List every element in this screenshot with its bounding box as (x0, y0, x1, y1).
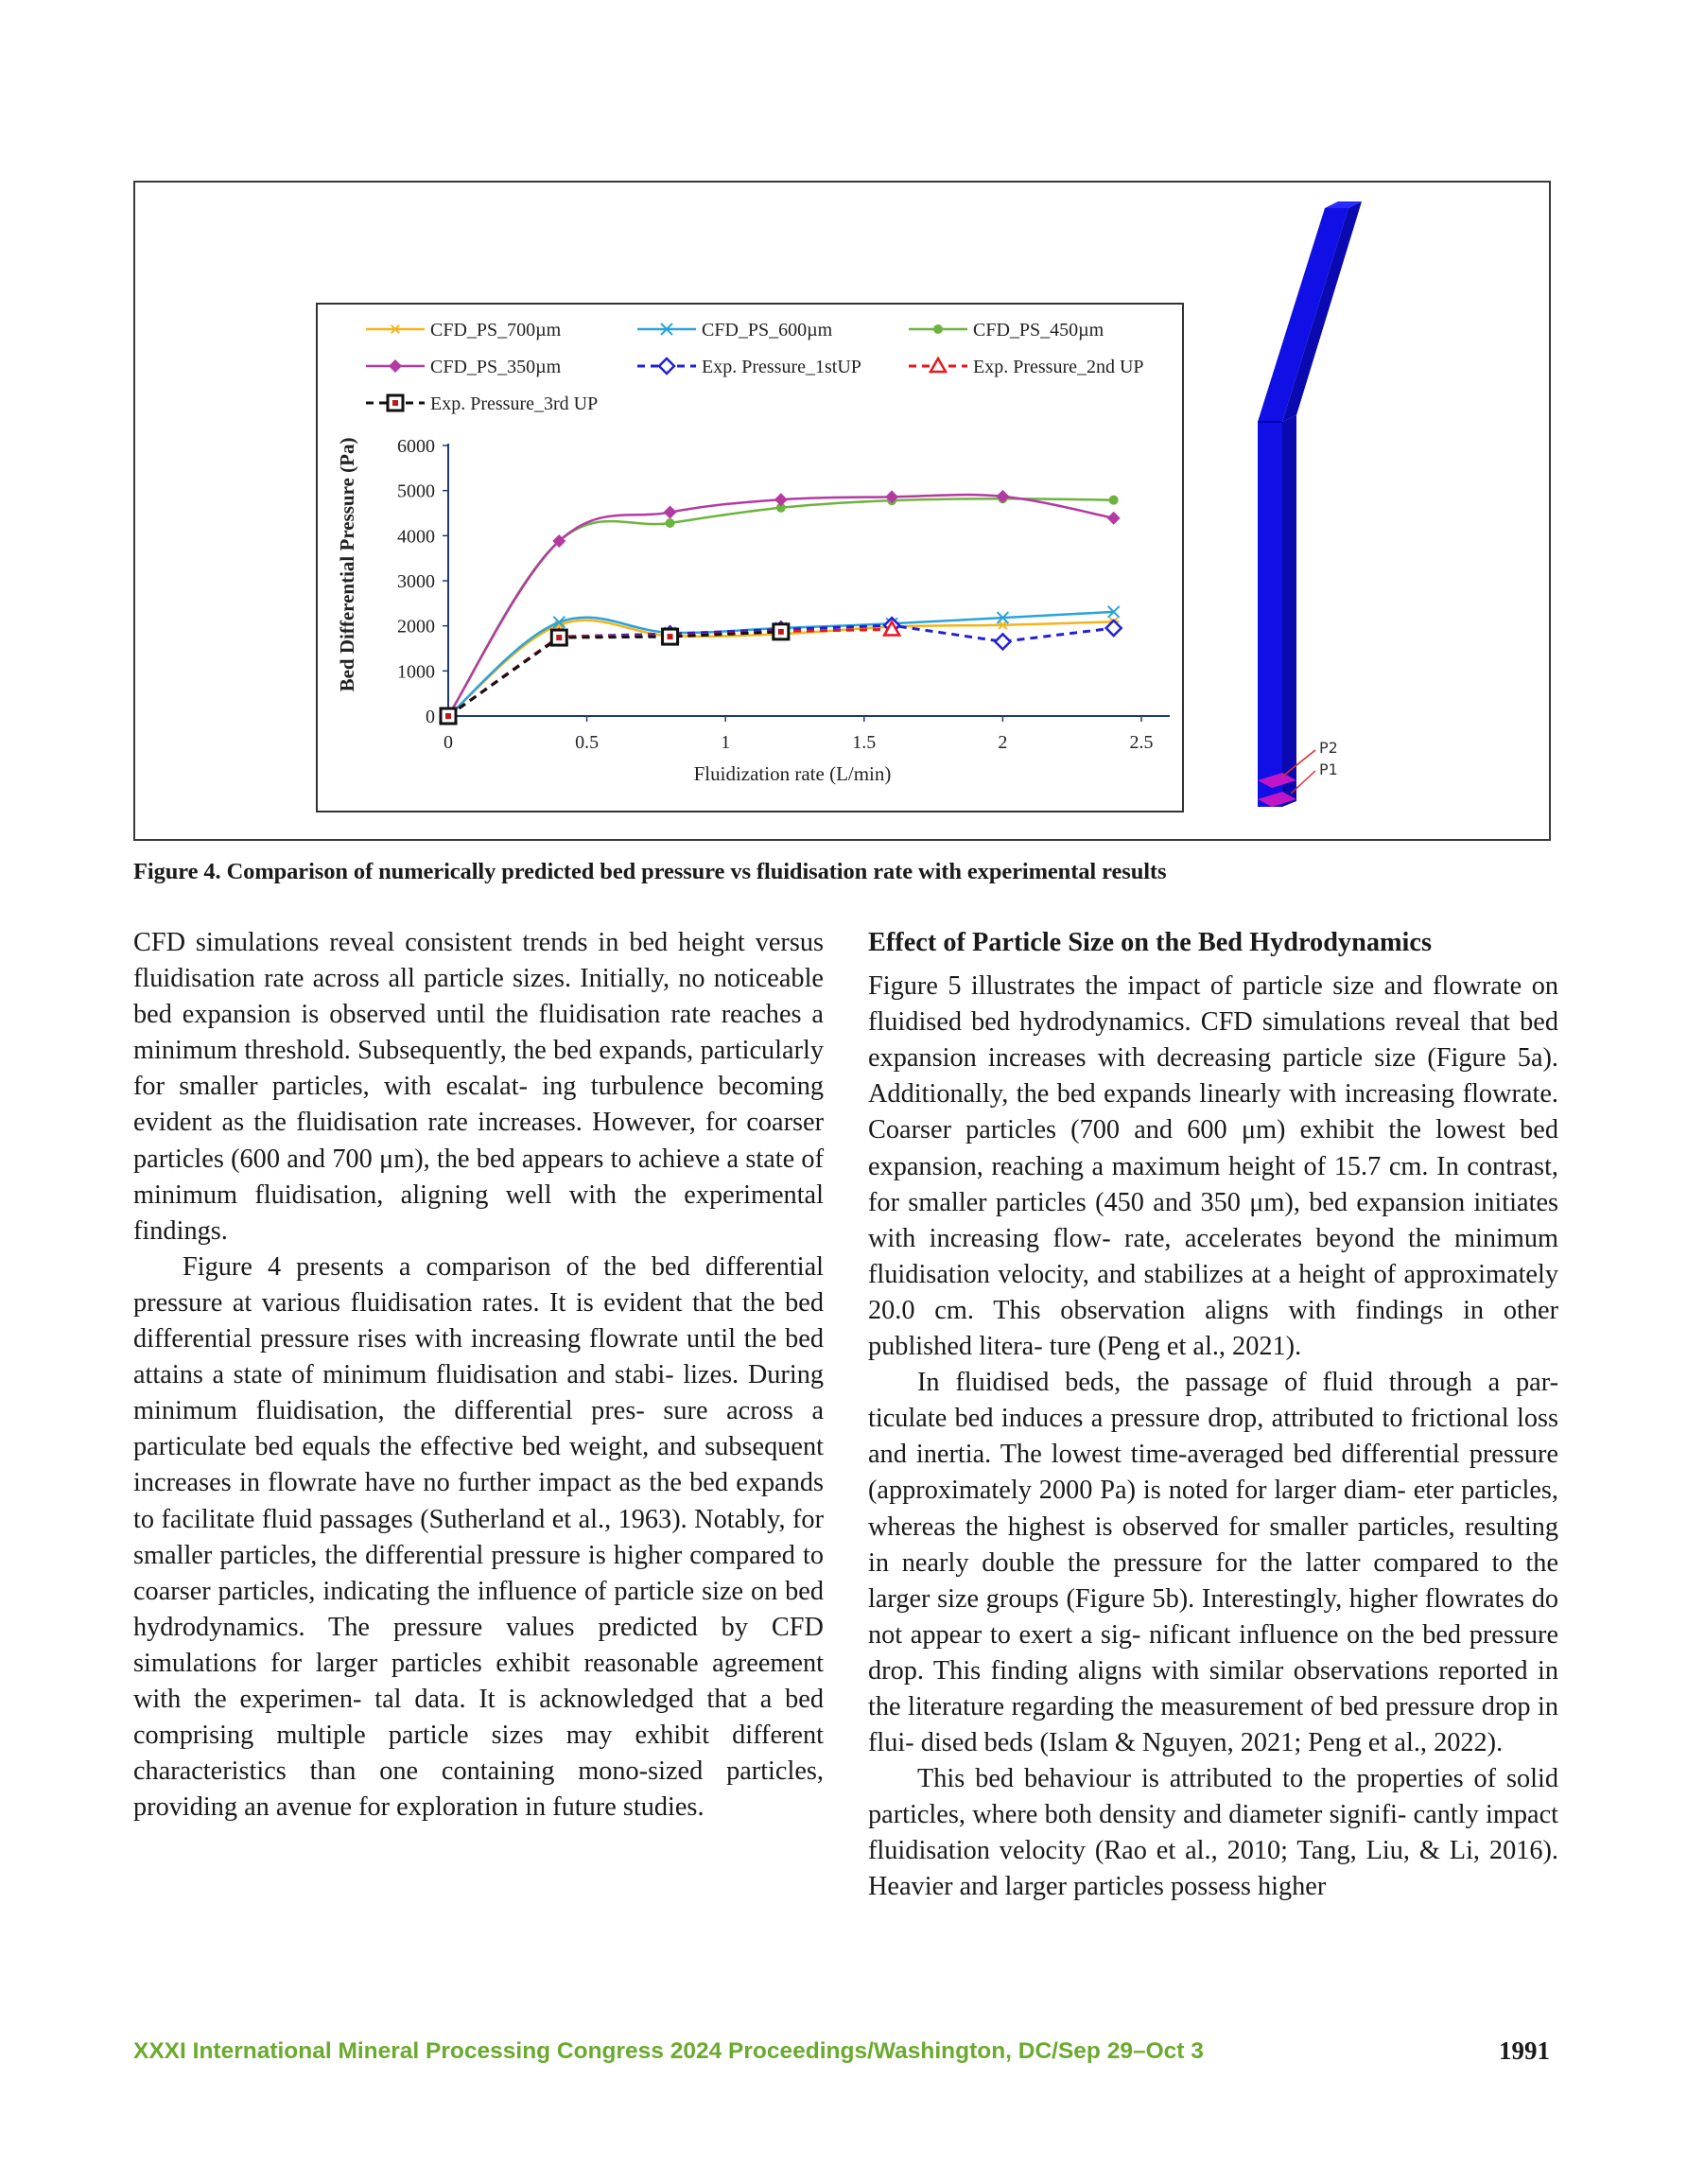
y-tick-label: 1000 (397, 661, 435, 683)
text-line: versus fluidisation rate across all particle sizes. Initially, no (133, 928, 824, 994)
text-line: the influence of particle size on bed hydrodynamics. The (133, 1576, 824, 1642)
legend-label: CFD_PS_450µm (973, 320, 1104, 341)
text-line: nificant influence on the bed pressure drop. This finding (868, 1619, 1559, 1686)
text-line: pressure is higher compared to coarser particles, indicating (133, 1540, 824, 1606)
text-line: pressure values predicted by CFD simulations for larger (133, 1612, 824, 1678)
text-line: the bed attains a state of minimum fluidisation and stabi- (133, 1324, 824, 1390)
legend-label: CFD_PS_600µm (702, 320, 833, 341)
paragraph (868, 1365, 1558, 1761)
text-line: lizes. During minimum fluidisation, the differential pres- (133, 1360, 825, 1426)
y-tick-label: 5000 (397, 480, 435, 502)
left-column (133, 925, 824, 1826)
x-tick-label: 2.5 (1129, 732, 1154, 753)
text-line: and subsequent increases in flowrate have no further impact (133, 1432, 824, 1498)
text-line: as the bed expands to facilitate fluid passages (Sutherland (133, 1468, 824, 1534)
figure-4-box (133, 181, 1551, 841)
text-line: rate, accelerates beyond the minimum fluidisation velocity, (868, 1223, 1559, 1289)
text-line: the bed appears to achieve a state of minimum fluidisation, (133, 1144, 825, 1210)
y-tick-label: 6000 (397, 436, 435, 457)
x-tick-label: 0.5 (575, 732, 600, 753)
legend-label: Exp. Pressure_3rd UP (430, 393, 599, 414)
column-lower-side (1282, 415, 1296, 807)
fluidised-column-render (135, 183, 1553, 843)
text-line: solid particles, where both density and diameter signifi- (868, 1764, 1559, 1830)
text-line: increases. However, for coarser particles (600 and 700 μm), (133, 1108, 825, 1174)
text-line: (Figure 5a). Additionally, the bed expands linearly with (868, 1043, 1558, 1109)
text-line: ture (Peng et al., 2021). (1049, 1332, 1302, 1362)
text-line: containing mono-sized particles, providing an avenue for (133, 1756, 824, 1823)
text-line: In fluidised beds, the passage of fluid through a par- (917, 1368, 1558, 1398)
paragraph (868, 1761, 1558, 1905)
text-line: exhibit the lowest bed expansion, reaching a maximum (868, 1115, 1558, 1181)
legend-label: CFD_PS_350µm (430, 357, 562, 377)
text-line: increasing flowrate. Coarser particles (700 and 600 μm) (868, 1079, 1558, 1145)
paragraph (133, 1249, 824, 1826)
p1-label: P1 (1319, 760, 1338, 778)
text-line: height of 15.7 cm. In contrast, for smaller particles (450 (868, 1151, 1559, 1217)
text-line: ing turbulence becoming evident as the fluidisation rate (133, 1072, 824, 1138)
text-line: tal data. It is acknowledged that a bed comprising multiple (133, 1684, 824, 1751)
text-line: and 350 μm), bed expansion initiates with increasing flow- (868, 1187, 1559, 1253)
text-line: sure across a particulate bed equals the effective bed weight, (133, 1396, 824, 1462)
figure-caption: Figure 4. Comparison of numerically predicted bed pressure vs fluidisation rate with experimental results (133, 859, 1167, 884)
text-line: exploration in future studies. (396, 1792, 704, 1823)
text-line: This bed behaviour is attributed to the properties of (917, 1764, 1497, 1794)
page-number: 1991 (1499, 2036, 1550, 2065)
y-tick-label: 0 (426, 707, 435, 727)
text-line: and stabilizes at a height of approximately 20.0 cm. This (868, 1259, 1558, 1325)
text-line: aligns with similar observations reported in the literature (868, 1655, 1558, 1721)
section-heading: Effect of Particle Size on the Bed Hydrodynamics (868, 928, 1432, 957)
text-line: latter compared to the larger size groups (Figure 5b). (868, 1547, 1559, 1614)
text-line: observation aligns with findings in other published litera- (868, 1295, 1558, 1362)
x-tick-label: 1 (721, 732, 731, 753)
text-line: et al., 1963). Notably, for smaller particles, the differential (133, 1504, 824, 1570)
text-line: CFD simulations reveal consistent trends in bed height (133, 928, 745, 957)
y-tick-label: 4000 (397, 526, 435, 548)
text-line: rate reaches a minimum threshold. Subsequently, the bed (133, 1000, 824, 1066)
text-line: bed differential pressure rises with increasing flowrate until (133, 1287, 824, 1354)
x-axis-label: Fluidization rate (L/min) (693, 762, 892, 785)
text-line: pressure at various fluidisation rates. It is evident that the (133, 1287, 775, 1318)
legend-label: Exp. Pressure_2nd UP (973, 357, 1144, 377)
text-line: pressure (approximately 2000 Pa) is noted for larger diam- (868, 1440, 1559, 1506)
text-line: Figure 4 presents a comparison of the bed differential (183, 1251, 824, 1282)
text-line: cantly impact fluidisation velocity (Rao et al., 2010; Tang, (868, 1800, 1559, 1866)
text-line: dised beds (Islam & Nguyen, 2021; Peng et al., 2022). (920, 1728, 1504, 1758)
text-line: noticeable bed expansion is observed until the fluidisation (133, 964, 824, 1030)
text-line: eter particles, whereas the highest is observed for smaller (868, 1476, 1558, 1542)
text-line: Figure 5 illustrates the impact of particle size and flowrate (868, 971, 1522, 1002)
text-line: particles exhibit reasonable agreement with the experimen- (133, 1648, 825, 1714)
text-line: Interestingly, higher flowrates do not appear to exert a sig- (868, 1583, 1558, 1650)
legend-label: CFD_PS_700µm (430, 320, 562, 341)
y-axis-label: Bed Differential Pressure (Pa) (336, 437, 358, 692)
column-lower-face (1258, 422, 1282, 807)
x-tick-label: 1.5 (852, 732, 877, 753)
y-tick-label: 2000 (397, 616, 435, 638)
text-line: Liu, & Li, 2016). Heavier and larger particles possess higher (868, 1836, 1559, 1902)
text-line: expands, particularly for smaller particles, with escalat- (133, 1036, 825, 1102)
legend-label: Exp. Pressure_1stUP (702, 357, 861, 377)
text-line: that bed expansion increases with decreasing particle size (868, 1007, 1558, 1074)
paragraph (133, 925, 824, 1249)
footer-conference: XXXI International Mineral Processing Congress 2024 Proceedings/Washington, DC/Sep 29–Oct 3 (133, 2038, 1204, 2064)
p2-label: P2 (1319, 739, 1338, 757)
text-line: loss and inertia. The lowest time-averaged bed differential (868, 1404, 1559, 1470)
y-tick-label: 3000 (397, 571, 435, 592)
text-line: regarding the measurement of bed pressure drop in flui- (868, 1691, 1558, 1758)
text-line: ticulate bed induces a pressure drop, attributed to frictional (868, 1404, 1509, 1434)
paragraph (868, 969, 1558, 1365)
text-line: particle sizes may exhibit different characteristics than one (133, 1721, 824, 1787)
right-column (868, 925, 1558, 1906)
x-tick-label: 2 (998, 732, 1008, 753)
text-line: particles, resulting in nearly double the pressure for the (868, 1511, 1558, 1578)
x-tick-label: 0 (443, 732, 453, 753)
text-line: aligning well with the experimental findings. (133, 1179, 824, 1246)
text-line: on fluidised bed hydrodynamics. CFD simulations reveal (868, 971, 1559, 1038)
